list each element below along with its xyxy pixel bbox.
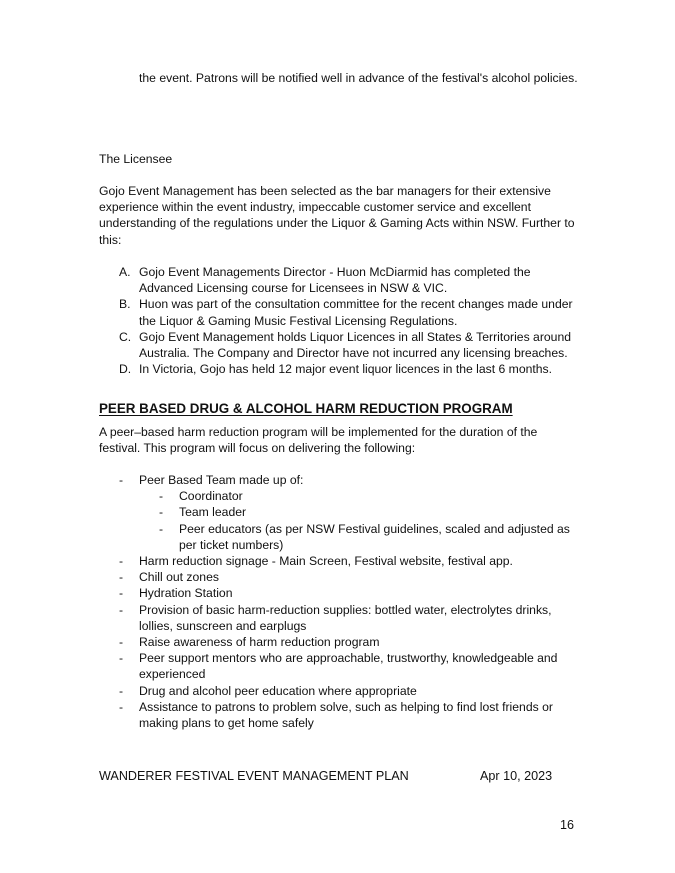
list-item-text: In Victoria, Gojo has held 12 major event liquor licences in the last 6 months. (139, 362, 553, 377)
bullet-marker: - (119, 602, 124, 617)
sub-list (139, 488, 579, 553)
list-marker: A. (119, 265, 131, 279)
licensee-paragraph: Gojo Event Management has been selected as the bar managers for their extensive experience within the event industry, impeccable customer service and excellent understanding of the regulations under the Liquor & Gaming Acts within NSW. Further to this: (99, 184, 575, 247)
list-item-text: Drug and alcohol peer education where appropriate (139, 683, 417, 698)
bullet-marker: - (119, 473, 124, 487)
list-item-text: Peer Based Team made up of: (139, 473, 304, 487)
sub-list-item (139, 504, 579, 520)
sub-list-item (139, 521, 579, 553)
bullet-marker: - (119, 570, 124, 585)
list-item (99, 329, 579, 361)
bullet-marker: - (119, 683, 124, 698)
sub-list-item-text: Coordinator (179, 489, 243, 504)
list-item-text: Harm reduction signage - Main Screen, Festival website, festival app. (139, 554, 513, 569)
list-item (99, 650, 579, 682)
sub-list-item-text: Team leader (179, 505, 247, 520)
bullet-marker: - (159, 505, 164, 520)
list-item (99, 361, 579, 377)
list-item (99, 699, 579, 731)
list-item-text: Provision of basic harm-reduction supplies: bottled water, electrolytes drinks, lollies, sunscreen and earplugs (139, 602, 552, 633)
bullet-marker: - (159, 489, 164, 504)
footer-title: WANDERER FESTIVAL EVENT MANAGEMENT PLAN (99, 769, 409, 783)
intro-continuation: the event. Patrons will be notified well in advance of the festival's alcohol policies. (139, 71, 578, 85)
list-marker: C. (119, 329, 132, 344)
section-heading: PEER BASED DRUG & ALCOHOL HARM REDUCTION PROGRAM (99, 401, 513, 416)
licensee-heading: The Licensee (99, 152, 173, 166)
list-item (99, 472, 579, 553)
bullet-marker: - (119, 554, 124, 569)
list-item (99, 634, 579, 650)
list-item-text: Hydration Station (139, 586, 233, 601)
list-item-text: Gojo Event Managements Director - Huon McDiarmid has completed the Advanced Licensing course for Licensees in NSW & VIC. (139, 265, 531, 296)
program-list (99, 472, 579, 731)
list-item (99, 585, 579, 601)
licensee-list (99, 264, 579, 377)
list-item-text: Gojo Event Management holds Liquor Licences in all States & Territories around Australia. The Company and Director have not incurred any licensing breaches. (139, 329, 571, 361)
list-item-text: Peer support mentors who are approachable, trustworthy, knowledgeable and experienced (139, 651, 558, 682)
list-item-text: Chill out zones (139, 570, 219, 585)
list-item (99, 569, 579, 585)
bullet-marker: - (159, 521, 164, 536)
list-item (99, 264, 579, 296)
bullet-marker: - (119, 586, 124, 601)
sub-list-item-text: Peer educators (as per NSW Festival guidelines, scaled and adjusted as per ticket numbers) (179, 521, 570, 552)
list-marker: D. (119, 362, 132, 377)
list-item (99, 683, 579, 699)
sub-list-item (139, 488, 579, 504)
list-item (99, 602, 579, 634)
list-item-text: Huon was part of the consultation committee for the recent changes made under the Liquor & Gaming Music Festival Licensing Regulations. (139, 297, 573, 328)
list-marker: B. (119, 297, 131, 312)
bullet-marker: - (119, 635, 124, 650)
list-item-text: Assistance to patrons to problem solve, such as helping to find lost friends or making plans to get home safely (139, 699, 553, 731)
bullet-marker: - (119, 699, 124, 714)
footer-date: Apr 10, 2023 (480, 769, 553, 783)
program-intro: A peer–based harm reduction program will be implemented for the duration of the festival. This program will focus on delivering the following: (99, 425, 538, 456)
bullet-marker: - (119, 651, 124, 666)
list-item (99, 296, 579, 328)
list-item (99, 553, 579, 569)
page-number: 16 (560, 818, 575, 832)
list-item-text: Raise awareness of harm reduction program (139, 635, 380, 650)
